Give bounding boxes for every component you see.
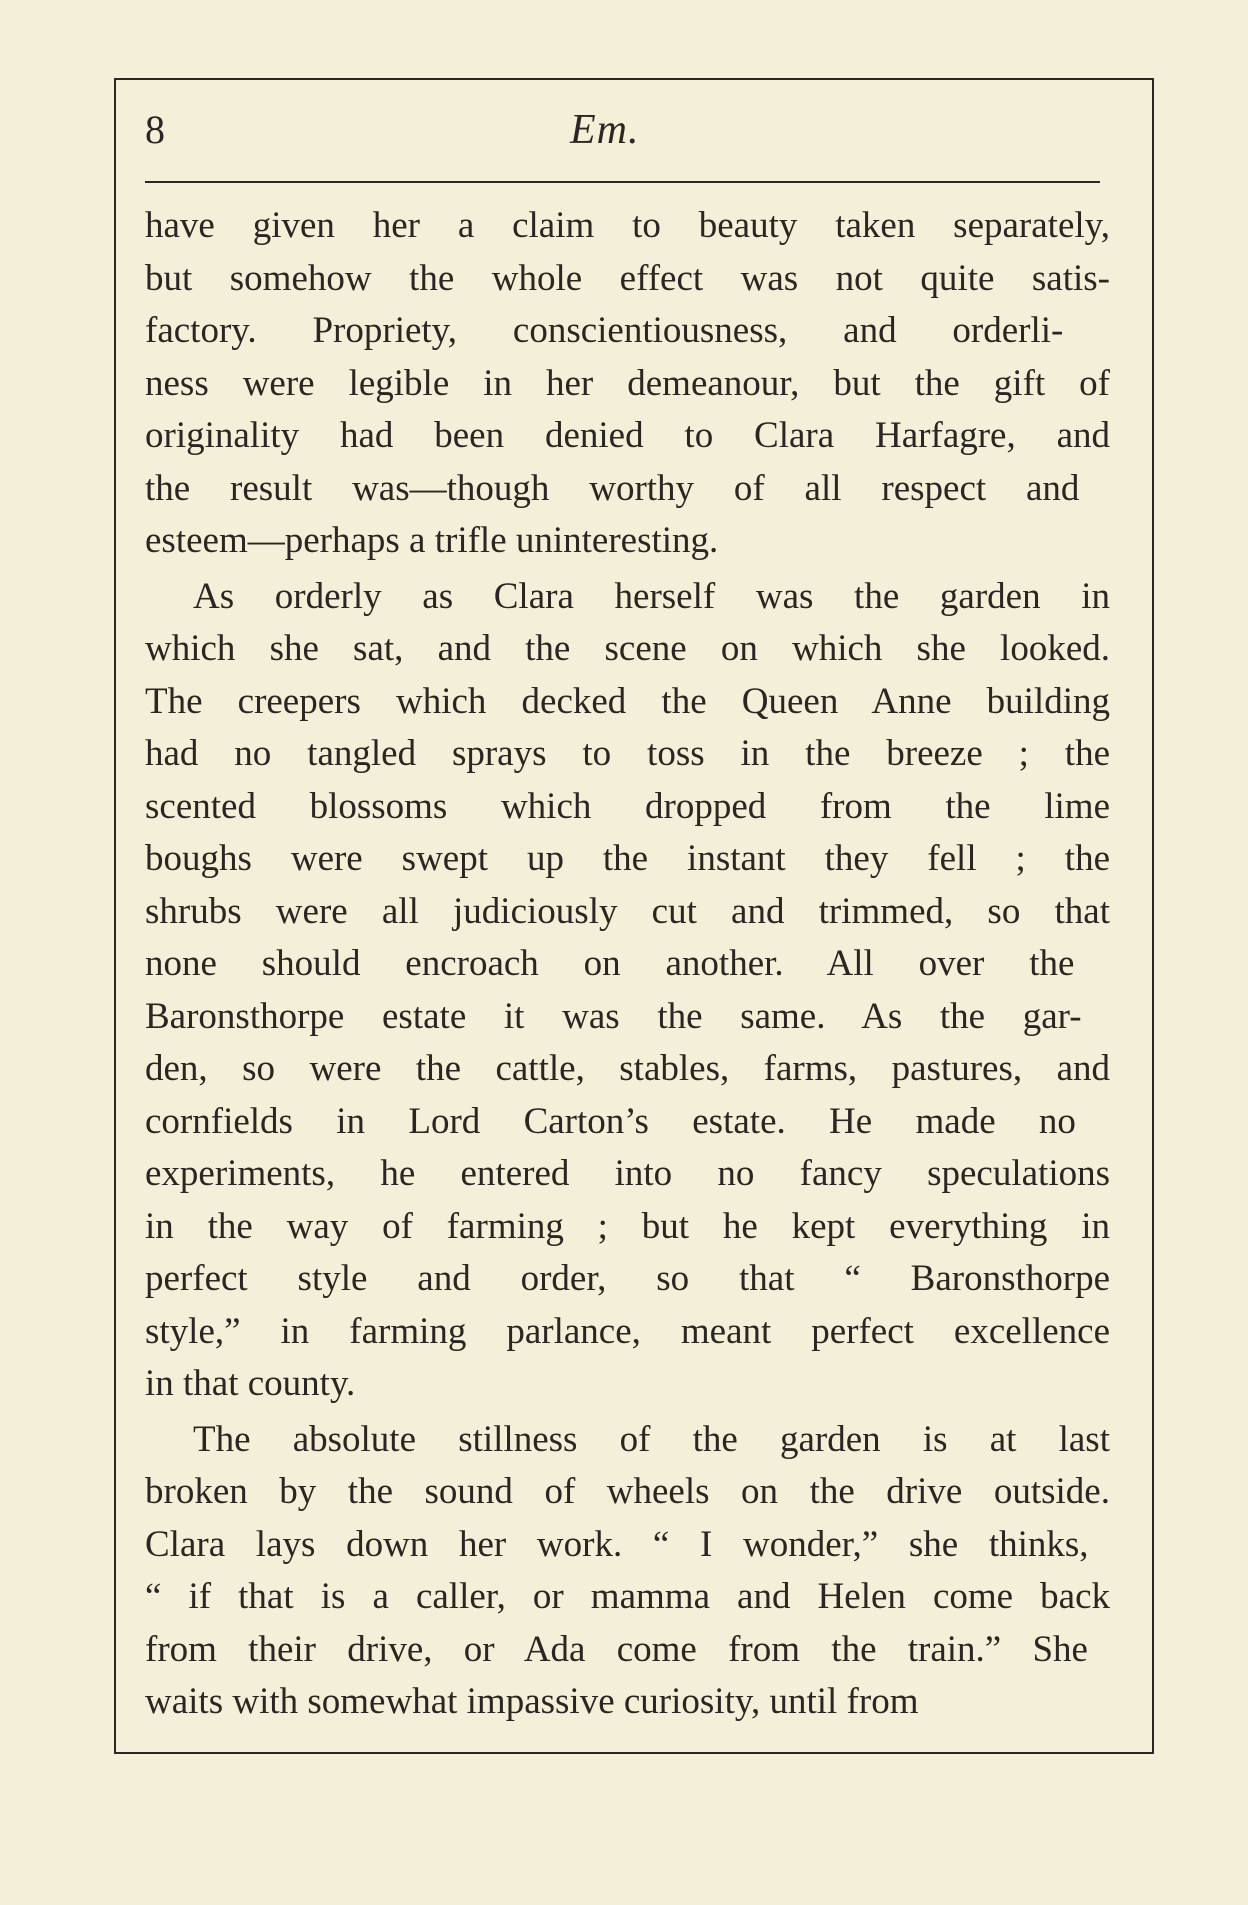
text-line: in the way of farming ; but he kept everything in (145, 1205, 1110, 1247)
text-line: originality had been denied to Clara Harfagre, and (145, 415, 1110, 456)
text-line: scented blossoms which dropped from the lime (145, 785, 1110, 827)
text-line: boughs were swept up the instant they fell ; the (145, 838, 1110, 879)
text-line: none should encroach on another. All over the (145, 943, 1075, 984)
text-line: den, so were the cattle, stables, farms, pastures, and (145, 1048, 1110, 1089)
body-text (145, 200, 1125, 1729)
text-line: but somehow the whole effect was not quite satis- (145, 257, 1110, 299)
text-line: broken by the sound of wheels on the drive outside. (145, 1471, 1110, 1512)
text-line: from their drive, or Ada come from the train.” She (145, 1628, 1088, 1670)
text-line: in that county. (145, 1363, 356, 1404)
text-line: The creepers which decked the Queen Anne building (145, 680, 1110, 722)
text-line: the result was—though worthy of all respect and (145, 467, 1080, 509)
text-line: shrubs were all judiciously cut and trimmed, so that (145, 890, 1110, 932)
text-line: Baronsthorpe estate it was the same. As the gar- (145, 995, 1082, 1037)
text-line: cornfields in Lord Carton’s estate. He made no (145, 1100, 1076, 1142)
paragraph (145, 1414, 1125, 1729)
text-line: As orderly as Clara herself was the garden in (193, 575, 1110, 617)
text-line: perfect style and order, so that “ Baronsthorpe (145, 1258, 1110, 1299)
header-rule (145, 181, 1100, 183)
text-line: which she sat, and the scene on which she looked. (145, 628, 1110, 669)
text-line: waits with somewhat impassive curiosity, until from (145, 1681, 919, 1722)
text-line: The absolute stillness of the garden is at last (193, 1418, 1110, 1460)
text-line: esteem—perhaps a trifle uninteresting. (145, 520, 719, 561)
page-number: 8 (145, 107, 165, 152)
text-line: had no tangled sprays to toss in the breeze ; the (145, 733, 1110, 774)
text-line: have given her a claim to beauty taken separately, (145, 205, 1110, 246)
text-line: style,” in farming parlance, meant perfect excellence (145, 1310, 1110, 1352)
running-title: Em. (570, 107, 640, 153)
text-line: “ if that is a caller, or mamma and Helen come back (145, 1576, 1110, 1617)
paragraph (145, 571, 1125, 1411)
text-line: Clara lays down her work. “ I wonder,” she thinks, (145, 1523, 1089, 1565)
paragraph (145, 200, 1125, 568)
text-line: experiments, he entered into no fancy speculations (145, 1153, 1110, 1194)
text-line: ness were legible in her demeanour, but the gift of (145, 362, 1110, 404)
text-line: factory. Propriety, conscientiousness, and orderli- (145, 310, 1064, 351)
